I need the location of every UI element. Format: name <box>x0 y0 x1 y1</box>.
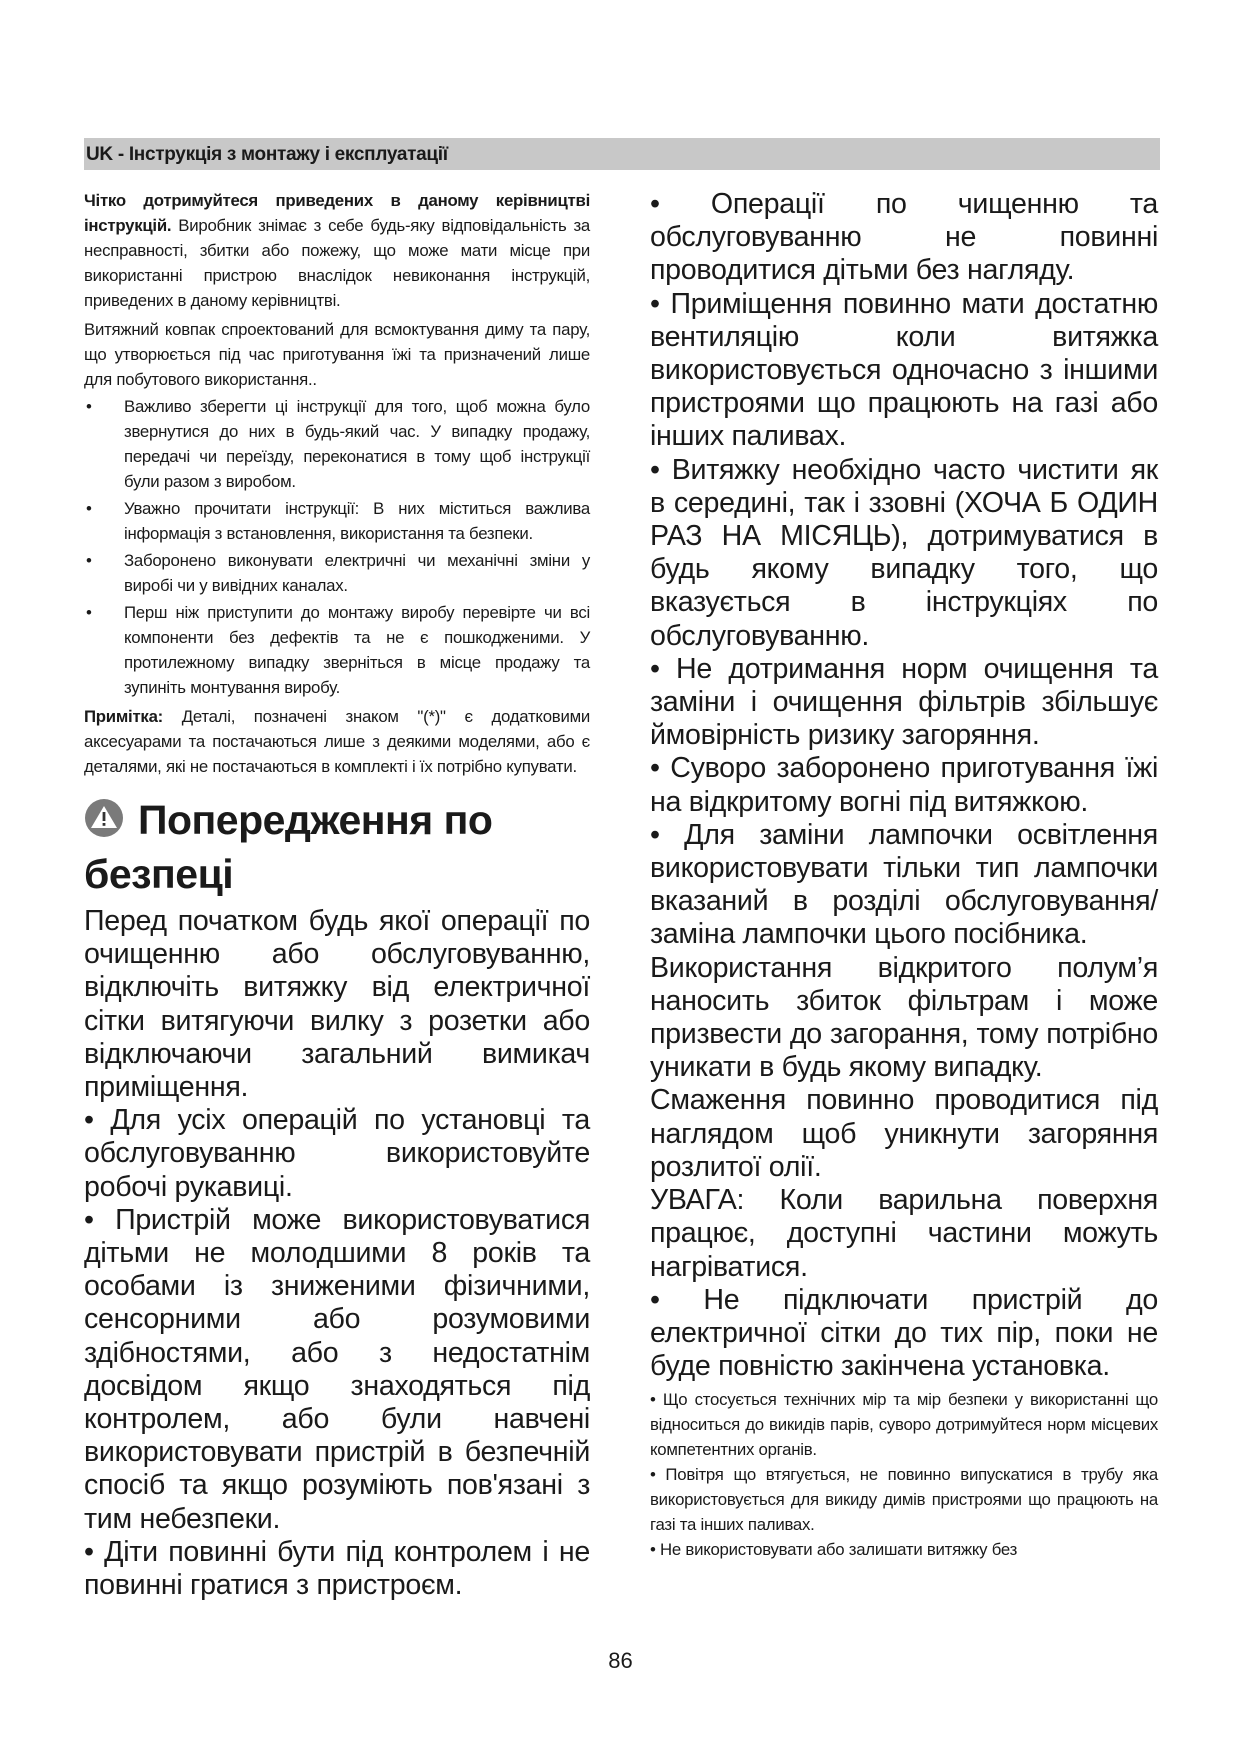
note-label: Примітка: <box>84 707 163 726</box>
intro-bold-text: Чітко дотримуйтеся приведених в даному керівництві інструкцій. <box>84 191 590 235</box>
page-number: 86 <box>608 1648 633 1673</box>
safety-paragraph: • Не дотримання норм очищення та заміни і очищення фільтрів збільшує ймовірність ризику загоряння. <box>650 652 1158 752</box>
purpose-paragraph: Витяжний ковпак спроектований для всмоктування диму та пару, що утворюється під час приготування їжі та призначений лише для побутового використання.. <box>84 320 590 389</box>
bullet-icon: • <box>86 499 92 518</box>
safety-paragraph: • Приміщення повинно мати достатню вентиляцію коли витяжка використовується одночасно з іншими пристроями що працюють на газі або інших паливах. <box>650 287 1158 453</box>
safety-heading-line2: безпеці <box>84 851 234 897</box>
bullet-icon: • <box>86 397 92 416</box>
regulation-paragraph: • Не використовувати або залишати витяжку без <box>650 1540 1018 1560</box>
list-item-text: Уважно прочитати інструкції: В них міститься важлива інформація з встановлення, використання та безпеки. <box>124 499 590 543</box>
safety-paragraph: Смаження повинно проводитися під наглядом щоб уникнути загоряння розлитої олії. <box>650 1084 1158 1183</box>
section-header-bar <box>84 138 1160 170</box>
bullet-icon: • <box>86 551 92 570</box>
list-item <box>84 496 590 546</box>
regulation-paragraph: • Повітря що втягується, не повинно випускатися в трубу яка використовується для викиду димів пристроями що працюють на газі та інших паливах. <box>650 1465 1158 1535</box>
instruction-bullet-list <box>84 394 590 700</box>
list-item <box>84 394 590 494</box>
safety-paragraph: Використання відкритого полум’я наносить збиток фільтрам і може призвести до загорання, тому потрібно уникати в будь якому випадку. <box>650 951 1158 1084</box>
regulation-paragraph: • Що стосується технічних мір та мір безпеки у використанні що відноситься до викидів парів, суворо дотримуйтеся норм місцевих компетентних органів. <box>650 1390 1158 1460</box>
safety-paragraph: • Пристрій може використовуватися дітьми не молодшими 8 років та особами із зниженими фізичними, сенсорними або розумовими здібностями, або з недостатнім досвідом якщо знаходяться під контролем, або були навчені використовувати пристрій в безпечній спосіб та якщо розуміють пов'язані з тим небезпеки. <box>84 1203 590 1535</box>
list-item-text: Заборонено виконувати електричні чи механічні зміни у виробі чи у вивідних каналах. <box>124 551 590 595</box>
list-item <box>84 600 590 700</box>
list-item-text: Перш ніж приступити до монтажу виробу перевірте чи всі компоненти без дефектів та не є пошкодженими. У протилежному випадку зверніться в місце продажу та зупиніть монтування виробу. <box>124 603 590 697</box>
safety-paragraph: • Не підключати пристрій до електричної сітки до тих пір, поки не буде повністю закінчена установка. <box>650 1283 1158 1383</box>
bullet-icon: • <box>86 603 92 622</box>
safety-paragraph: • Суворо заборонено приготування їжі на відкритому вогні під витяжкою. <box>650 752 1158 818</box>
safety-paragraph: • Для усіх операцій по установці та обслуговуванню використовуйте робочі рукавиці. <box>84 1104 590 1203</box>
safety-paragraph: Перед початком будь якої операції по очищенню або обслуговуванню, відключіть витяжку від електричної сітки витягуючи вилку з розетки або відключаючи загальний вимикач приміщення. <box>84 905 590 1104</box>
section-header-title: UK - Інструкція з монтажу і експлуатації <box>86 144 448 165</box>
safety-paragraph: • Для заміни лампочки освітлення використовувати тільки тип лампочки вказаний в розділі обслуговування/заміна лампочки цього посібника. <box>650 818 1158 951</box>
warning-icon <box>84 798 124 849</box>
right-column <box>650 188 1158 1562</box>
note-paragraph <box>84 704 590 779</box>
safety-paragraph: • Операції по чищенню та обслуговуванню не повинні проводитися дітьми без нагляду. <box>650 188 1158 287</box>
intro-paragraph <box>84 188 590 313</box>
left-column <box>84 188 590 1602</box>
safety-heading <box>84 795 590 899</box>
list-item <box>84 548 590 598</box>
safety-paragraph: УВАГА: Коли варильна поверхня працює, доступні частини можуть нагріватися. <box>650 1184 1158 1283</box>
note-text: Деталі, позначені знаком "(*)" є додатковими аксесуарами та постачаються лише з деякими моделями, або є деталями, які не постачаються в комплекті і їх потрібно купувати. <box>84 707 590 776</box>
safety-paragraph: • Діти повинні бути під контролем і не повинні гратися з пристроєм. <box>84 1535 590 1602</box>
safety-heading-line1: Попередження по <box>138 797 493 843</box>
safety-paragraph: • Витяжку необхідно часто чистити як в середині, так і ззовні (ХОЧА Б ОДИН РАЗ НА МІСЯЦЬ), дотримуватися в будь якому випадку того, що вказується в інструкціях по обслуговуванню. <box>650 453 1158 652</box>
intro-text: Виробник знімає з себе будь-яку відповідальність за несправності, збитки або пожежу, що може мати місце при використанні пристрою внаслідок невиконання інструкцій, приведених в даному керівництві. <box>84 216 590 310</box>
list-item-text: Важливо зберегти ці інструкції для того, щоб можна було звернутися до них в будь-який час. У випадку продажу, передачі чи переїзду, переконатися в тому щоб інструкції були разом з виробом. <box>124 397 590 491</box>
